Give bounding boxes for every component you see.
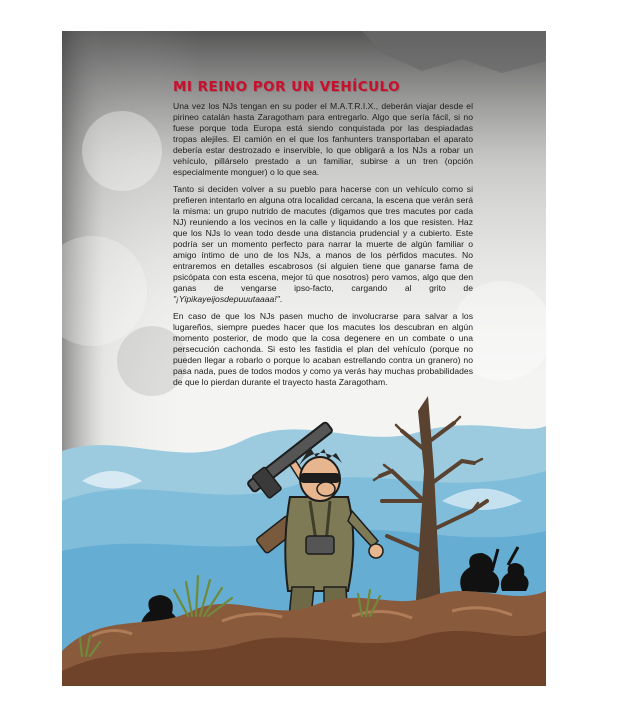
article-title: MI REINO POR UN VEHÍCULO xyxy=(173,79,401,95)
book-page xyxy=(62,31,546,686)
article xyxy=(173,79,473,394)
paragraph-end: . xyxy=(279,294,283,304)
article-paragraph: En caso de que los NJs pasen mucho de involucrarse para salvar a los lugareños, siempre puedes hacer que los macutes los descubran en algún momento posterior, de modo que la cosa degenere en un combate o una persecución cachonda. Si esto les fastidia el plan del vehículo (porque no pueden llegar a robarlo o porque lo acaban estrellando contra un granero) no pasa nada, pues de todos modos y como ya verás hay muchas probabilidades de que lo pierdan durante el trayecto hasta Zaragotham. xyxy=(173,311,473,387)
article-paragraph: Una vez los NJs tengan en su poder el M.A.T.R.I.X., deberán viajar desde el pirineo catalán hasta Zaragotham para entregarlo. Algo que sería fácil, si no fuese porque toda Europa está siendo conquistada por las despiadadas tropas alejiles. El camión en el que los fanhunters transportaban el aparato debería estar destrozado e inservible, lo que obligará a los NJs a robar un vehículo, pillárselo prestado a un familiar, subirse a un tren (opción especialmente monguer) o lo que sea. xyxy=(173,101,473,177)
battle-cry: "¡Yipikayeijosdepuuutaaaa!" xyxy=(173,294,280,304)
article-paragraph xyxy=(173,184,473,305)
paragraph-text: Tanto si deciden volver a su pueblo para hacerse con un vehículo como si prefieren intentarlo en alguna otra localidad cercana, la escena que verán será la misma: un grupo nutrido de macutes (digamos que tres macutes por cada NJ) reuniendo a los vecinos en la calle y liquidando a los que resisten. Haz que los NJs lo vean todo desde una distancia prudencial y a cubierto. Este podría ser un momento perfecto para narrar la muerte de algún familiar o amigo íntimo de uno de los NJs, a manos de los pérfidos macutes. No entraremos en detalles escabrosos (si alguien tiene que ganarse fama de psicópata con esta escena, mejor tú que nosotros) pero vamos, algo que den ganas de vengarse ipso-facto, cargando al grito de xyxy=(173,184,473,293)
